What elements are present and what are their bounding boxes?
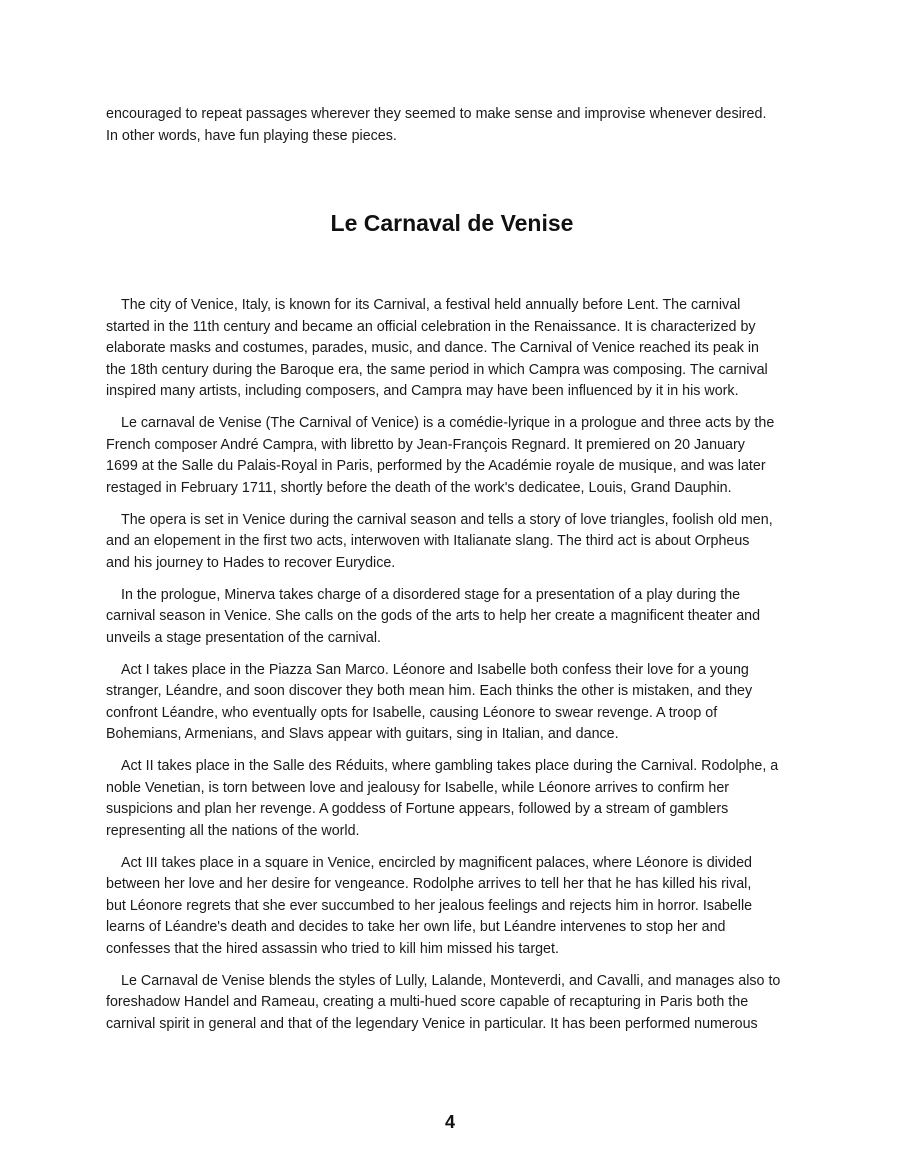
text-line: foreshadow Handel and Rameau, creating a multi-hued score capable of recapturing in Paris both the [106,994,749,1010]
text-line: Le carnaval de Venise (The Carnival of Venice) is a comédie-lyrique in a prologue and three acts by the [121,415,775,431]
text-line: Bohemians, Armenians, and Slavs appear with guitars, sing in Italian, and dance. [106,726,619,742]
text-line: In the prologue, Minerva takes charge of a disordered stage for a presentation of a play during the [121,586,741,603]
text-line: carnival spirit in general and that of the legendary Venice in particular. It has been performed numerous [106,1015,758,1032]
paragraph-style-legacy [106,971,798,1036]
text-line: unveils a stage presentation of the carnival. [106,629,381,646]
text-line: Act II takes place in the Salle des Réduits, where gambling takes place during the Carnival. Rodolphe, a [121,758,779,774]
text-line: elaborate masks and costumes, parades, music, and dance. The Carnival of Venice reached its peak in [106,340,759,356]
section-body [106,295,798,1035]
paragraph-prologue [106,585,798,650]
text-line: confesses that the hired assassin who tried to kill him missed his target. [106,940,559,957]
text-line: inspired many artists, including composers, and Campra may have been influenced by it in his work. [106,383,739,399]
text-line: stranger, Léandre, and soon discover they both mean him. Each thinks the other is mistaken, and they [106,683,753,699]
text-line: learns of Léandre's death and decides to take her own life, but Léandre intervenes to stop her and [106,919,726,935]
text-line: The opera is set in Venice during the carnival season and tells a story of love triangles, foolish old men, [121,511,773,528]
text-line: Act III takes place in a square in Venice, encircled by magnificent palaces, where Léonore is divided [121,854,753,871]
text-line: Le Carnaval de Venise blends the styles of Lully, Lalande, Monteverdi, and Cavalli, and manages also to [121,972,781,989]
text-line: French composer André Campra, with libretto by Jean-François Regnard. It premiered on 20 January [106,436,745,453]
section-title: Le Carnaval de Venise [330,210,574,236]
paragraph-carnival-history [106,295,798,403]
text-line: noble Venetian, is torn between love and jealousy for Isabelle, while Léonore arrives to confirm her [106,779,730,796]
paragraph-act-two [106,756,798,842]
text-line: Act I takes place in the Piazza San Marco. Léonore and Isabelle both confess their love for a young [121,661,749,678]
page-number: 4 [444,1112,455,1132]
text-line: confront Léandre, who eventually opts for Isabelle, causing Léonore to swear revenge. A troop of [106,704,718,721]
text-line: In other words, have fun playing these pieces. [106,127,397,144]
document-page [106,104,798,1046]
text-line: representing all the nations of the world. [106,822,360,839]
text-line: suspicions and plan her revenge. A goddess of Fortune appears, followed by a stream of gamblers [106,801,729,817]
text-line: The city of Venice, Italy, is known for its Carnival, a festival held annually before Lent. The carnival [121,297,741,313]
text-line: between her love and her desire for vengeance. Rodolphe arrives to tell her that he has killed his rival, [106,876,752,892]
text-line: 1699 at the Salle du Palais-Royal in Paris, performed by the Académie royale de musique, and was later [106,458,766,474]
paragraph-act-three [106,853,798,961]
paragraph-opera-overview [106,413,798,499]
text-line: carnival season in Venice. She calls on the gods of the arts to help her create a magnificent theater and [106,608,761,624]
text-line: the 18th century during the Baroque era, the same period in which Campra was composing. The carnival [106,361,768,378]
paragraph-act-one [106,660,798,746]
intro-paragraph [106,104,798,147]
text-line: restaged in February 1711, shortly before the death of the work's dedicatee, Louis, Grand Dauphin. [106,479,732,496]
text-line: and an elopement in the first two acts, interwoven with Italianate slang. The third act is about Orpheus [106,533,750,549]
text-line: encouraged to repeat passages wherever they seemed to make sense and improvise whenever desired. [106,106,767,122]
text-line: but Léonore regrets that she ever succumbed to her jealous feelings and rejects him in horror. Isabelle [106,897,753,914]
text-line: started in the 11th century and became an official celebration in the Renaissance. It is characterized by [106,318,756,335]
text-line: and his journey to Hades to recover Eurydice. [106,554,396,571]
paragraph-setting [106,510,798,575]
